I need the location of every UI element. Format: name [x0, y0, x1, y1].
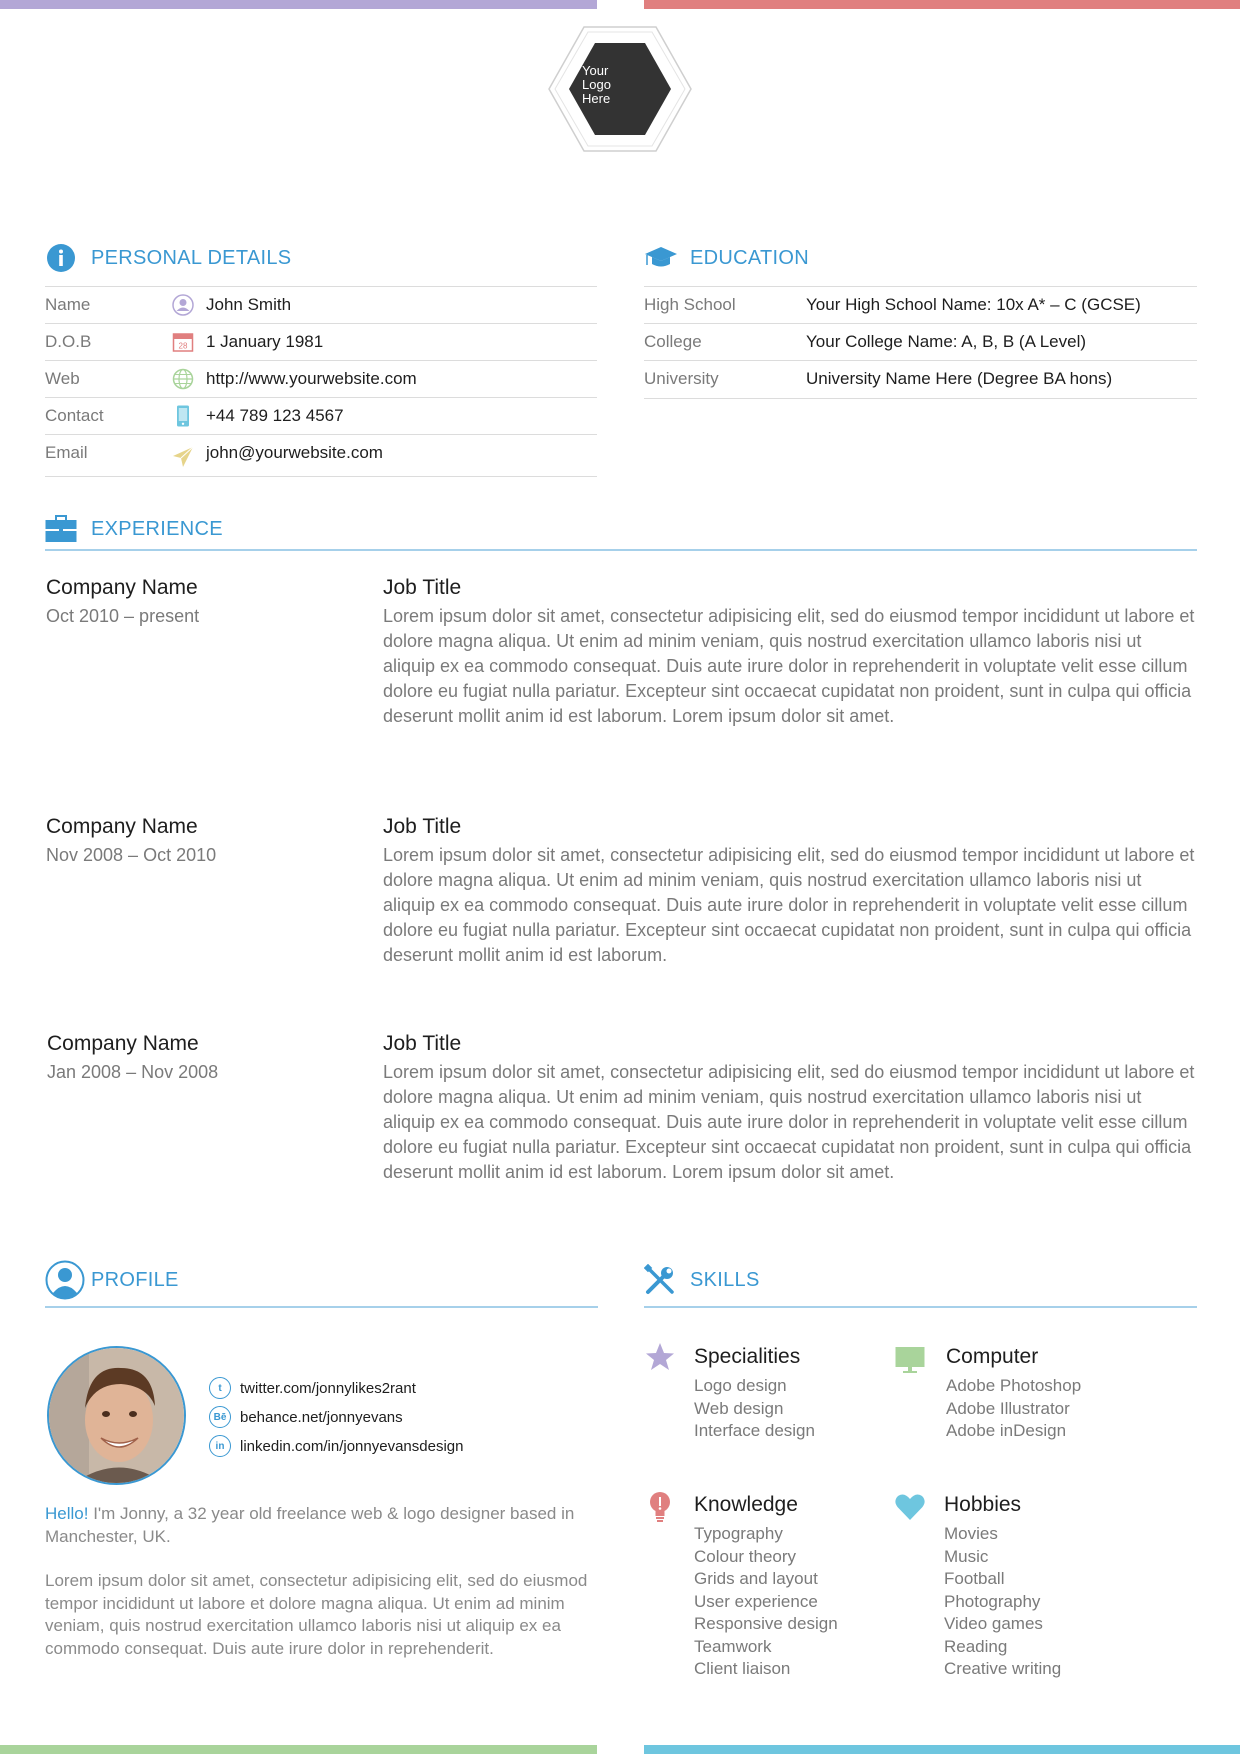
- profile-divider: [45, 1306, 598, 1308]
- skill-item: Football: [944, 1569, 1005, 1588]
- profile-heading: [45, 1260, 179, 1300]
- skill-item: Creative writing: [944, 1659, 1062, 1678]
- personal-row-email: [45, 434, 88, 471]
- company-name: Company Name: [47, 1032, 199, 1055]
- job-entry-1-meta: [46, 576, 199, 627]
- company-name: Company Name: [46, 576, 198, 599]
- monitor-icon: [895, 1345, 925, 1375]
- personal-value-name: [206, 286, 291, 323]
- skill-item: Adobe inDesign: [946, 1421, 1067, 1440]
- calendar-day: 28: [178, 341, 188, 351]
- education-value-high-school: [806, 286, 1141, 323]
- row-value: john@yourwebsite.com: [206, 442, 383, 462]
- skill-group-title: Knowledge: [694, 1493, 798, 1516]
- social-twitter[interactable]: [209, 1377, 416, 1399]
- job-dates: Nov 2008 – Oct 2010: [46, 845, 217, 865]
- education-value-college: [806, 323, 1086, 360]
- calendar-icon: [172, 331, 194, 353]
- row-label: Web: [45, 368, 80, 388]
- row-label: D.O.B: [45, 331, 92, 351]
- skill-item: Reading: [944, 1636, 1008, 1656]
- company-name: Company Name: [46, 815, 198, 838]
- skills-heading: [644, 1264, 760, 1296]
- divider: [45, 476, 597, 477]
- skill-item: Movies: [944, 1524, 998, 1543]
- job-entry-2-meta: [46, 815, 216, 866]
- logo-line-3: Here: [582, 91, 611, 106]
- personal-details-title: PERSONAL DETAILS: [91, 246, 292, 269]
- skill-item: Adobe Photoshop: [946, 1376, 1082, 1395]
- globe-icon: [172, 368, 194, 390]
- profile-paragraph: Lorem ipsum dolor sit amet, consectetur adipisicing elit, sed do eiusmod tempor incididunt ut labore et dolore magna aliqua. Ut enim ad minim veniam, quis nostrud exercitation ullamco laboris nisi ut aliquip ex ea commodo consequat. Duis aute irure dolor in reprehenderit.: [45, 1571, 588, 1658]
- job-entry-3-body: [383, 1032, 1195, 1185]
- row-label: Name: [45, 294, 91, 314]
- experience-heading: [45, 513, 223, 545]
- skill-item: User experience: [694, 1591, 818, 1611]
- paper-plane-icon: [172, 446, 194, 468]
- personal-row-web: [45, 360, 80, 397]
- bottom-right-color-bar: [644, 1745, 1240, 1754]
- job-title: Job Title: [383, 576, 462, 599]
- skill-group-title: Specialities: [694, 1345, 801, 1368]
- skill-group-specialities: [694, 1345, 815, 1443]
- job-dates: Jan 2008 – Nov 2008: [47, 1062, 219, 1082]
- phone-icon: [172, 405, 194, 427]
- education-row-high-school: [644, 286, 736, 323]
- skill-item: Music: [944, 1546, 989, 1566]
- job-entry-2-body: [383, 815, 1195, 968]
- personal-value-dob: [206, 323, 323, 360]
- logo-text: [582, 64, 624, 106]
- behance-icon: Bē: [209, 1406, 231, 1428]
- education-heading: [644, 242, 809, 274]
- behance-link[interactable]: behance.net/jonnyevans: [240, 1408, 403, 1426]
- user-circle-icon: [45, 1260, 85, 1300]
- job-description: Lorem ipsum dolor sit amet, consectetur adipisicing elit, sed do eiusmod tempor incididunt ut labore et dolore magna aliqua. Ut enim ad minim veniam, quis nostrud exercitation ullamco laboris nisi ut aliquip ex ea commodo consequat. Duis aute irure dolor in reprehenderit in voluptate velit esse cillum dolore eu fugiat nulla pariatur. Excepteur sint occaecat cupidatat non proident, sunt in culpa qui officia deserunt mollit anim id est laborum.: [383, 845, 1195, 965]
- education-row-university: [644, 360, 719, 397]
- twitter-icon: t: [209, 1377, 231, 1399]
- social-linkedin[interactable]: [209, 1435, 463, 1457]
- personal-value-email: [206, 434, 383, 471]
- avatar: [47, 1346, 186, 1485]
- linkedin-icon: in: [209, 1435, 231, 1457]
- skill-group-title: Hobbies: [944, 1493, 1022, 1516]
- personal-row-contact: [45, 397, 104, 434]
- experience-divider: [45, 549, 1197, 551]
- info-icon: [45, 242, 77, 274]
- education-value-university: [806, 360, 1112, 397]
- job-dates: Oct 2010 – present: [46, 606, 200, 626]
- logo-line-1: Your: [582, 63, 609, 78]
- skill-item: Client liaison: [694, 1659, 791, 1678]
- intro-text: I'm Jonny, a 32 year old freelance web & logo designer based in Manchester, UK.: [45, 1504, 575, 1546]
- heart-icon: [895, 1492, 925, 1522]
- skill-item: Responsive design: [694, 1614, 838, 1633]
- personal-value-web: [206, 360, 417, 397]
- row-value: John Smith: [206, 294, 292, 314]
- skills-divider: [644, 1306, 1197, 1308]
- job-entry-3-meta: [47, 1032, 218, 1083]
- skill-item: Grids and layout: [694, 1569, 818, 1588]
- skill-group-knowledge: [694, 1493, 838, 1681]
- divider: [45, 286, 597, 287]
- personal-details-heading: [45, 242, 291, 274]
- row-value: University Name Here (Degree BA hons): [806, 368, 1113, 388]
- personal-row-name: [45, 286, 90, 323]
- skill-item: Teamwork: [694, 1636, 772, 1656]
- row-value: Your College Name: A, B, B (A Level): [806, 331, 1087, 351]
- briefcase-icon: [45, 513, 77, 545]
- row-label: Contact: [45, 405, 104, 425]
- bottom-left-color-bar: [0, 1745, 597, 1754]
- twitter-link[interactable]: twitter.com/jonnylikes2rant: [240, 1379, 416, 1397]
- star-icon: [645, 1342, 675, 1372]
- row-label: High School: [644, 294, 736, 314]
- top-right-color-bar: [644, 0, 1240, 9]
- skills-title: SKILLS: [690, 1268, 760, 1291]
- skill-item: Video games: [944, 1614, 1043, 1633]
- social-behance[interactable]: [209, 1406, 403, 1428]
- profile-intro: [45, 1502, 605, 1548]
- job-entry-1-body: [383, 576, 1195, 729]
- row-value: +44 789 123 4567: [206, 405, 344, 425]
- education-row-college: [644, 323, 702, 360]
- skill-item: Typography: [694, 1524, 783, 1543]
- profile-title: PROFILE: [91, 1268, 179, 1291]
- skill-group-title: Computer: [946, 1345, 1039, 1368]
- experience-title: EXPERIENCE: [91, 517, 223, 540]
- skill-item: Photography: [944, 1591, 1041, 1611]
- row-value: 1 January 1981: [206, 331, 324, 351]
- job-description: Lorem ipsum dolor sit amet, consectetur adipisicing elit, sed do eiusmod tempor incididunt ut labore et dolore magna aliqua. Ut enim ad minim veniam, quis nostrud exercitation ullamco laboris nisi ut aliquip ex ea commodo consequat. Duis aute irure dolor in reprehenderit in voluptate velit esse cillum dolore eu fugiat nulla pariatur. Excepteur sint occaecat cupidatat non proident, sunt in culpa qui officia deserunt mollit anim id est laborum. Lorem ipsum dolor sit amet.: [383, 606, 1195, 726]
- job-description: Lorem ipsum dolor sit amet, consectetur adipisicing elit, sed do eiusmod tempor incididunt ut labore et dolore magna aliqua. Ut enim ad minim veniam, quis nostrud exercitation ullamco laboris nisi ut aliquip ex ea commodo consequat. Duis aute irure dolor in reprehenderit in voluptate velit esse cillum dolore eu fugiat nulla pariatur. Excepteur sint occaecat cupidatat non proident, sunt in culpa qui officia deserunt mollit anim id est laborum. Lorem ipsum dolor sit amet.: [383, 1062, 1195, 1182]
- row-value: http://www.yourwebsite.com: [206, 368, 417, 388]
- personal-value-contact: [206, 397, 344, 434]
- linkedin-link[interactable]: linkedin.com/in/jonnyevansdesign: [240, 1437, 464, 1455]
- skill-group-hobbies: [944, 1493, 1061, 1681]
- person-icon: [172, 294, 194, 316]
- job-title: Job Title: [383, 815, 462, 838]
- tools-icon: [644, 1264, 676, 1296]
- row-label: Email: [45, 442, 88, 462]
- skill-item: Interface design: [694, 1421, 815, 1440]
- hello-text: Hello!: [45, 1504, 89, 1523]
- skill-item: Colour theory: [694, 1546, 797, 1566]
- job-title: Job Title: [383, 1032, 462, 1055]
- logo-line-2: Logo: [582, 77, 611, 92]
- row-label: University: [644, 368, 719, 388]
- skill-item: Logo design: [694, 1376, 787, 1395]
- skill-item: Web design: [694, 1398, 784, 1418]
- divider: [644, 398, 1197, 399]
- graduation-cap-icon: [644, 242, 678, 274]
- row-value: Your High School Name: 10x A* – C (GCSE): [806, 294, 1141, 314]
- lightbulb-icon: [645, 1492, 675, 1522]
- education-title: EDUCATION: [690, 246, 809, 269]
- top-left-color-bar: [0, 0, 597, 9]
- skill-group-computer: [946, 1345, 1081, 1443]
- personal-row-dob: [45, 323, 91, 360]
- skill-item: Adobe Illustrator: [946, 1398, 1070, 1418]
- row-label: College: [644, 331, 702, 351]
